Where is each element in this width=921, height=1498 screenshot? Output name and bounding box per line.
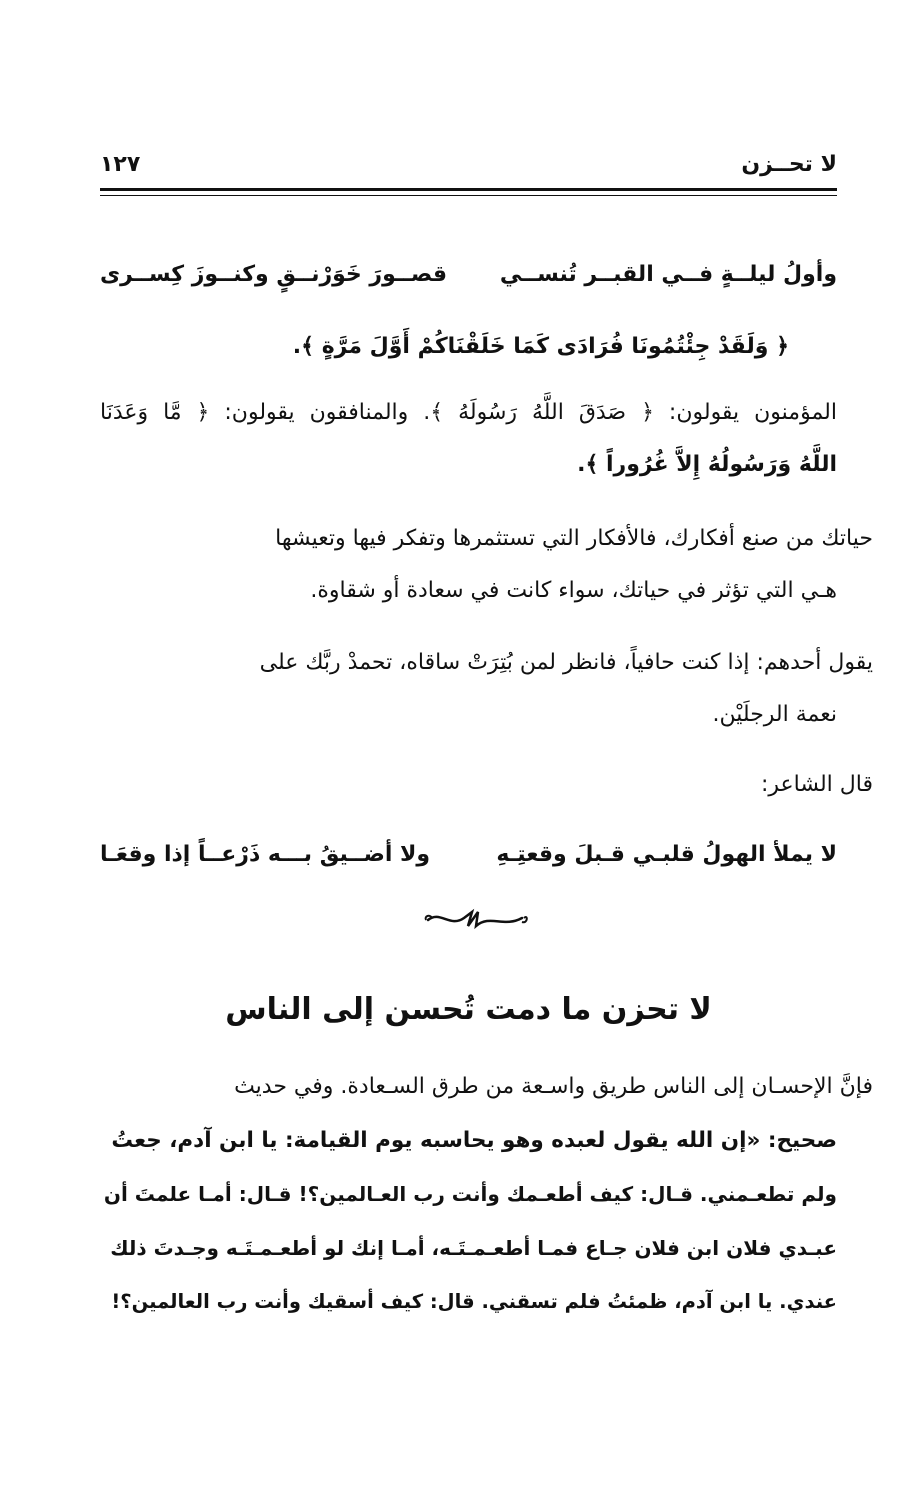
quran-verse: ﴿ وَلَقَدْ جِئْتُمُونَا فُرَادَى كَمَا خَلَقْنَاكُمْ أَوَّلَ مَرَّةٍ ﴾.: [292, 334, 789, 359]
thoughts-line-2: هـي التي تؤثر في حياتك، سواء كانت في سعادة أو شقاوة.: [310, 578, 837, 603]
section-divider-ornament-icon: [420, 904, 530, 934]
believers-line-1: المؤمنون يقولون: ﴿ صَدَقَ اللَّهُ رَسُولَهُ ﴾. والمنافقون يقولون: ﴿ مَّا وَعَدَنَا: [100, 400, 837, 425]
section-body-line-5: عندي. يا ابن آدم، ظمئتُ فلم تسقني. قال: كيف أسقيك وأنت رب العالمين؟!: [111, 1290, 837, 1313]
verse-2-second-hemistich: ولا أضــيقُ بـــه ذَرْعــاً إذا وقعَـا: [100, 842, 431, 867]
header-rule-thin: [100, 195, 837, 196]
verse-2-first-hemistich: لا يملأ الهولُ قلبـي قـبلَ وقعتِـهِ: [496, 842, 837, 867]
section-body-line-4: عبـدي فلان ابن فلان جـاع فمـا أطعـمـتَـه، أمـا إنك لو أطعـمـتَـه وجـدتَ ذلك: [110, 1236, 837, 1260]
section-title: لا تحزن ما دمت تُحسن إلى الناس: [225, 992, 712, 1027]
section-body-line-3: ولم تطعـمني. قـال: كيف أطعـمك وأنت رب العـالمين؟! قـال: أمـا علمتَ أن: [103, 1182, 837, 1206]
poem-verse-1: [100, 262, 837, 302]
verse-1-second-hemistich: قصــورَ خَوَرْنــقٍ وكنــوزَ كِســرى: [100, 262, 448, 287]
barefoot-line-1: يقول أحدهم: إذا كنت حافياً، فانظر لمن بُتِرَتْ ساقاه، تحمدْ ربَّك على: [259, 650, 873, 675]
barefoot-line-2: نعمة الرجلَيْن.: [712, 702, 837, 727]
poem-verse-2: [100, 842, 837, 882]
thoughts-line-1: حياتك من صنع أفكارك، فالأفكار التي تستثمرها وتفكر فيها وتعيشها: [275, 526, 873, 551]
believers-line-2: اللَّهُ وَرَسُولُهُ إِلاَّ غُرُوراً ﴾.: [577, 452, 837, 477]
page-header: [100, 150, 837, 186]
header-rule-thick: [100, 188, 837, 191]
page-number: ١٢٧: [100, 152, 141, 177]
running-title: لا تحــزن: [741, 152, 837, 177]
poet-intro: قال الشاعر:: [760, 772, 873, 797]
section-body-line-2: صحيح: «إن الله يقول لعبده وهو يحاسبه يوم القيامة: يا ابن آدم، جعتُ: [111, 1128, 837, 1153]
section-body-line-1: فإنَّ الإحسـان إلى الناس طريق واسـعة من طرق السـعادة. وفي حديث: [234, 1074, 873, 1099]
verse-1-first-hemistich: وأولُ ليلــةٍ فــي القبــر تُنســي: [499, 262, 837, 287]
